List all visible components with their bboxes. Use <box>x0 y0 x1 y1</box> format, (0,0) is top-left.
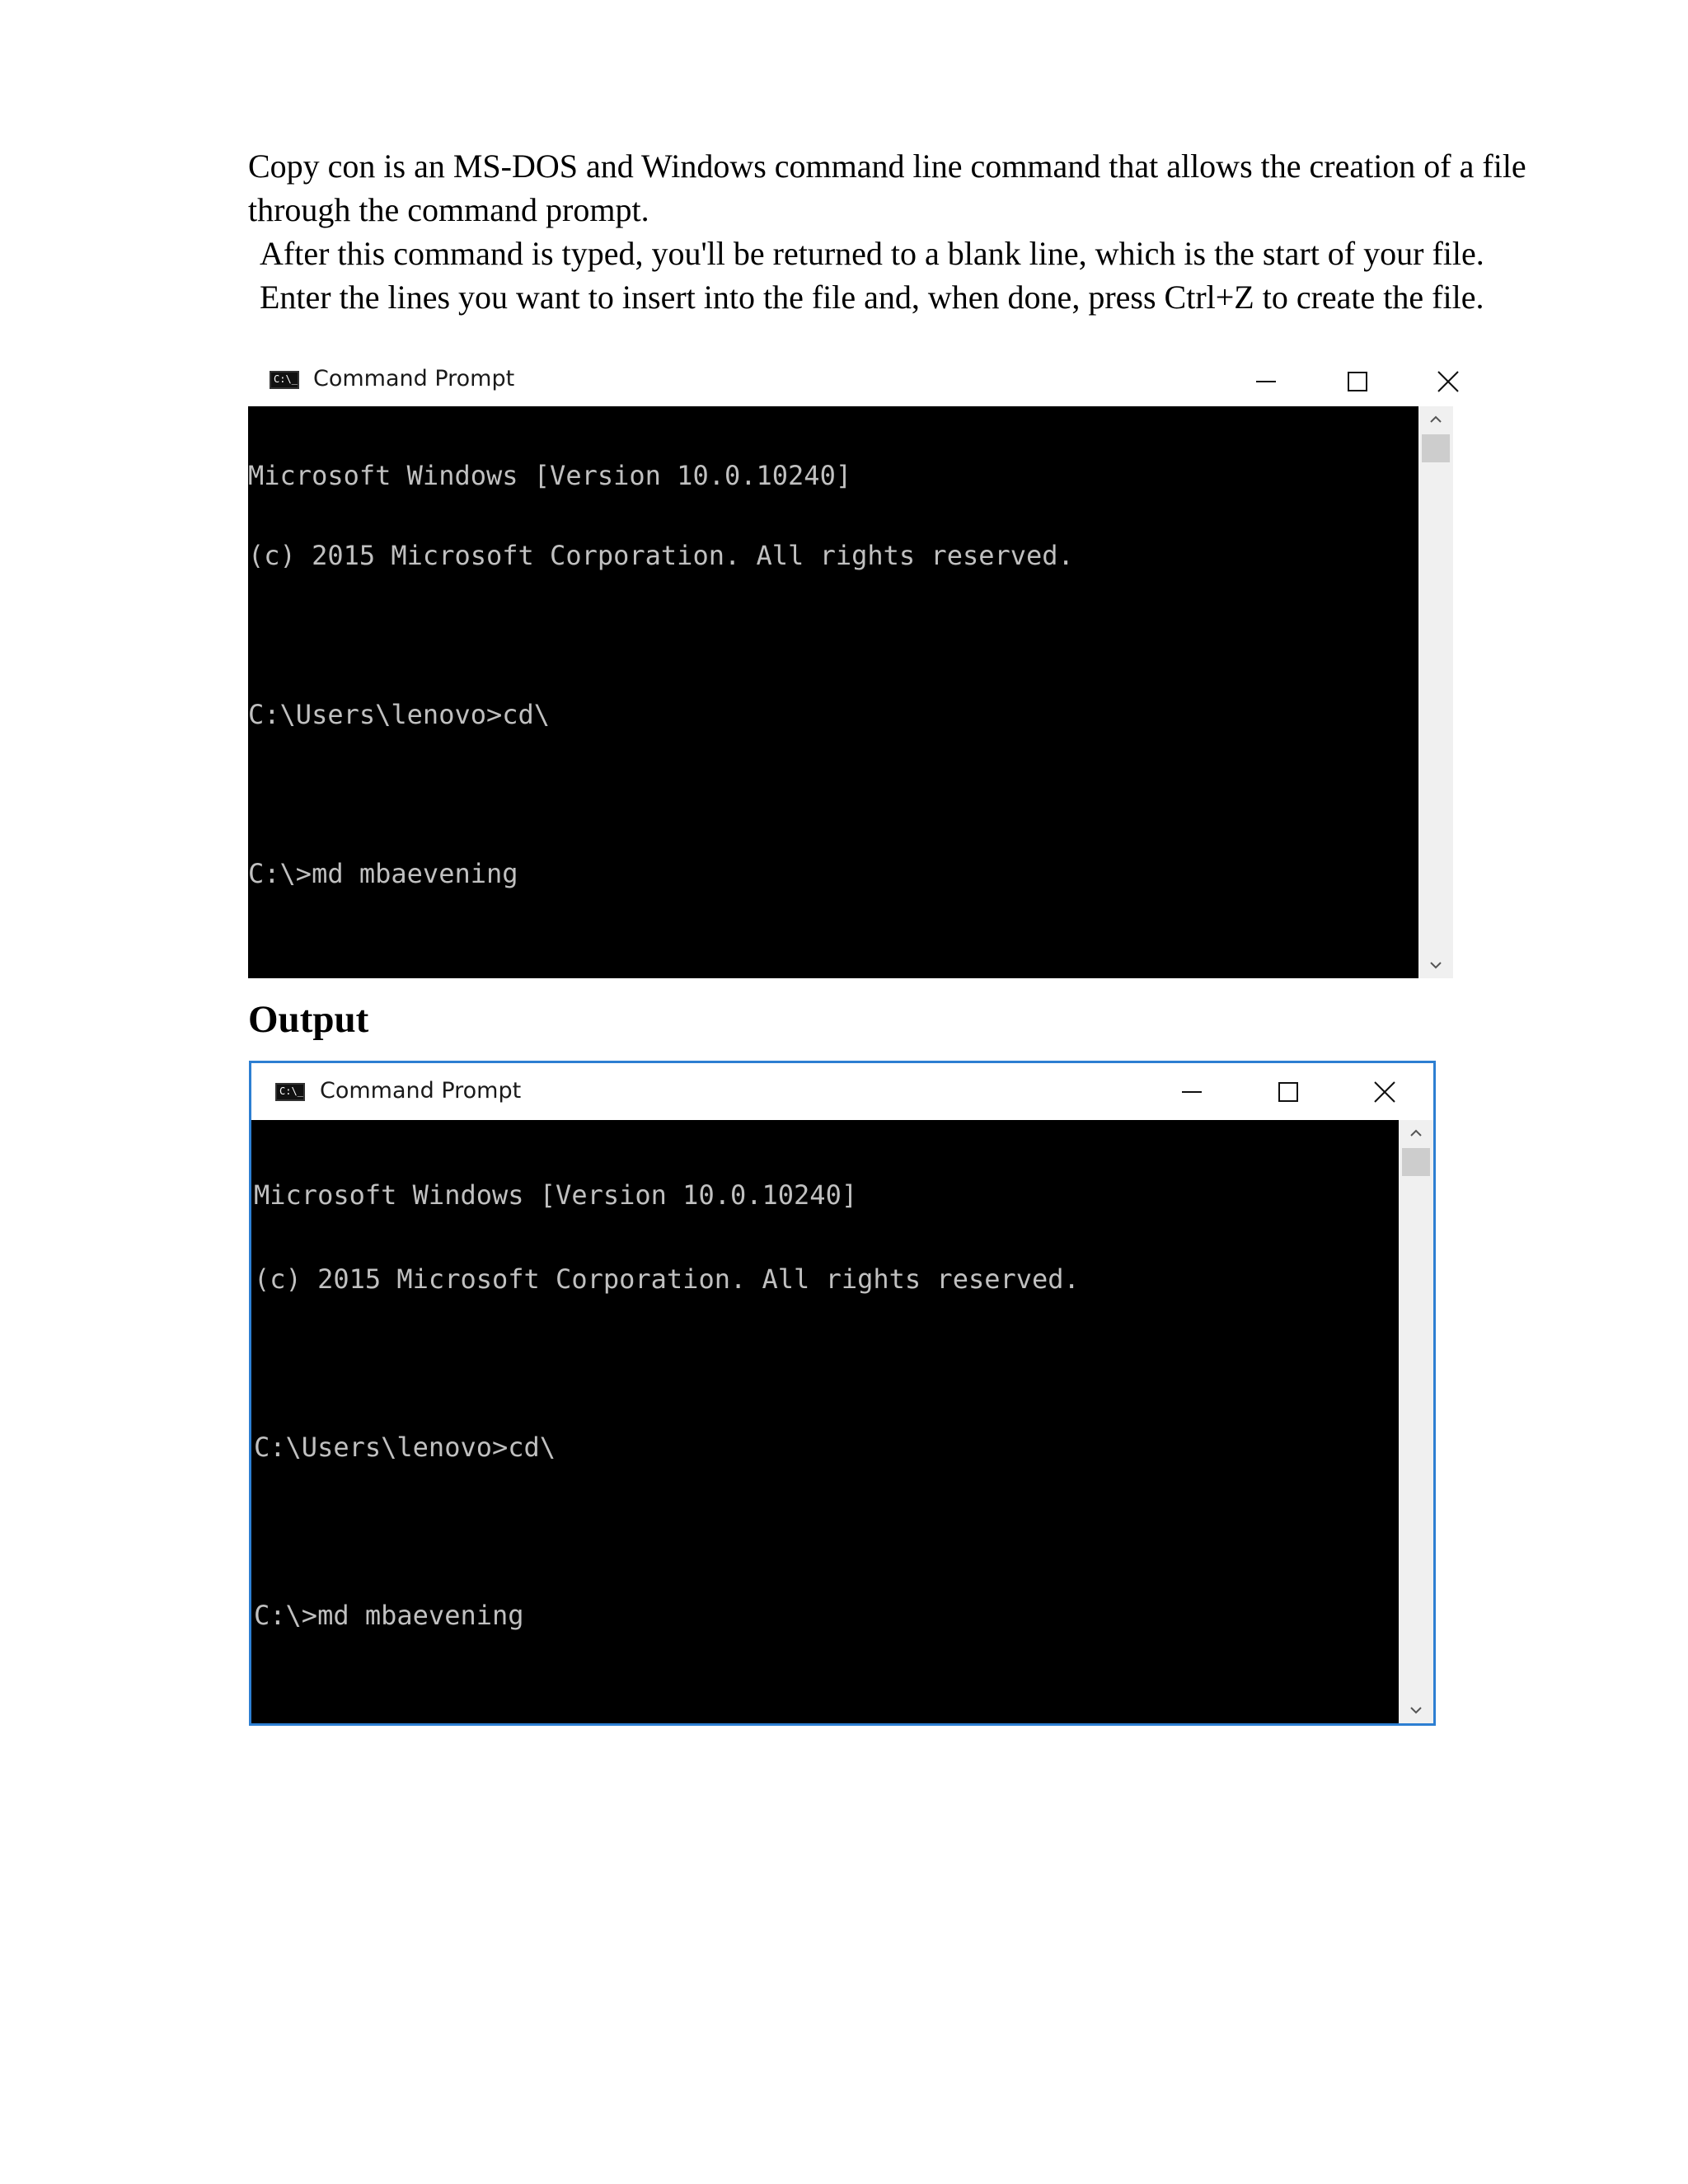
close-icon <box>1373 1080 1396 1104</box>
command-prompt-window-input[interactable] <box>248 354 1453 978</box>
intro-paragraph-1: Copy con is an MS-DOS and Windows command line command that allows the creation of a file through the command prompt. <box>248 148 1526 228</box>
minimize-icon <box>1181 1081 1203 1103</box>
chevron-up-icon <box>1429 415 1442 424</box>
terminal-line <box>248 781 1418 808</box>
scroll-thumb[interactable] <box>1422 434 1450 462</box>
command-prompt-window-output[interactable] <box>249 1061 1436 1726</box>
vertical-scrollbar[interactable] <box>1399 1120 1433 1723</box>
close-button[interactable] <box>1360 1071 1409 1113</box>
terminal-area[interactable] <box>251 1120 1433 1723</box>
maximize-icon <box>1347 371 1368 392</box>
maximize-button[interactable] <box>1333 361 1382 402</box>
terminal-line: C:\>md mbaevening <box>254 1600 524 1631</box>
chevron-down-icon <box>1429 961 1442 969</box>
scroll-down-button[interactable] <box>1399 1697 1433 1723</box>
terminal-line <box>248 940 1418 967</box>
cmd-icon <box>270 371 299 389</box>
terminal-line: Microsoft Windows [Version 10.0.10240] <box>248 460 852 492</box>
maximize-button[interactable] <box>1264 1071 1313 1113</box>
minimize-button[interactable] <box>1167 1071 1217 1113</box>
terminal-line: (c) 2015 Microsoft Corporation. All rights reserved. <box>254 1263 1080 1295</box>
terminal-line: C:\Users\lenovo>cd\ <box>248 699 551 731</box>
maximize-icon <box>1278 1081 1299 1103</box>
close-icon <box>1437 370 1460 393</box>
terminal-output[interactable] <box>251 1120 1399 1723</box>
terminal-line <box>248 622 1418 649</box>
close-button[interactable] <box>1423 361 1473 402</box>
minimize-icon <box>1255 371 1277 392</box>
scroll-thumb[interactable] <box>1402 1148 1430 1176</box>
terminal-line <box>254 1685 1399 1713</box>
window-titlebar[interactable] <box>248 354 1453 406</box>
scroll-down-button[interactable] <box>1418 952 1453 978</box>
terminal-line: C:\Users\lenovo>cd\ <box>254 1432 556 1463</box>
chevron-down-icon <box>1409 1706 1423 1714</box>
terminal-line <box>254 1349 1399 1377</box>
terminal-line <box>254 1517 1399 1545</box>
window-title: Command Prompt <box>320 1078 522 1104</box>
chevron-up-icon <box>1409 1129 1423 1137</box>
window-title: Command Prompt <box>313 366 515 391</box>
window-titlebar[interactable] <box>251 1063 1433 1120</box>
scroll-up-button[interactable] <box>1418 406 1453 433</box>
vertical-scrollbar[interactable] <box>1418 406 1453 978</box>
cmd-icon <box>275 1083 305 1101</box>
terminal-line: C:\>md mbaevening <box>248 858 518 890</box>
terminal-area[interactable] <box>248 406 1453 978</box>
terminal-line: (c) 2015 Microsoft Corporation. All rights reserved. <box>248 540 1074 572</box>
output-heading: Output <box>248 998 369 1041</box>
scroll-up-button[interactable] <box>1399 1120 1433 1146</box>
terminal-output[interactable] <box>248 406 1418 978</box>
intro-text <box>248 144 1534 319</box>
minimize-button[interactable] <box>1241 361 1291 402</box>
terminal-line: Microsoft Windows [Version 10.0.10240] <box>254 1179 858 1211</box>
intro-paragraph-2: After this command is typed, you'll be returned to a blank line, which is the start of your file. Enter the lines you want to insert into the file and, when done, press Ctrl+Z to create the file. <box>260 235 1484 316</box>
